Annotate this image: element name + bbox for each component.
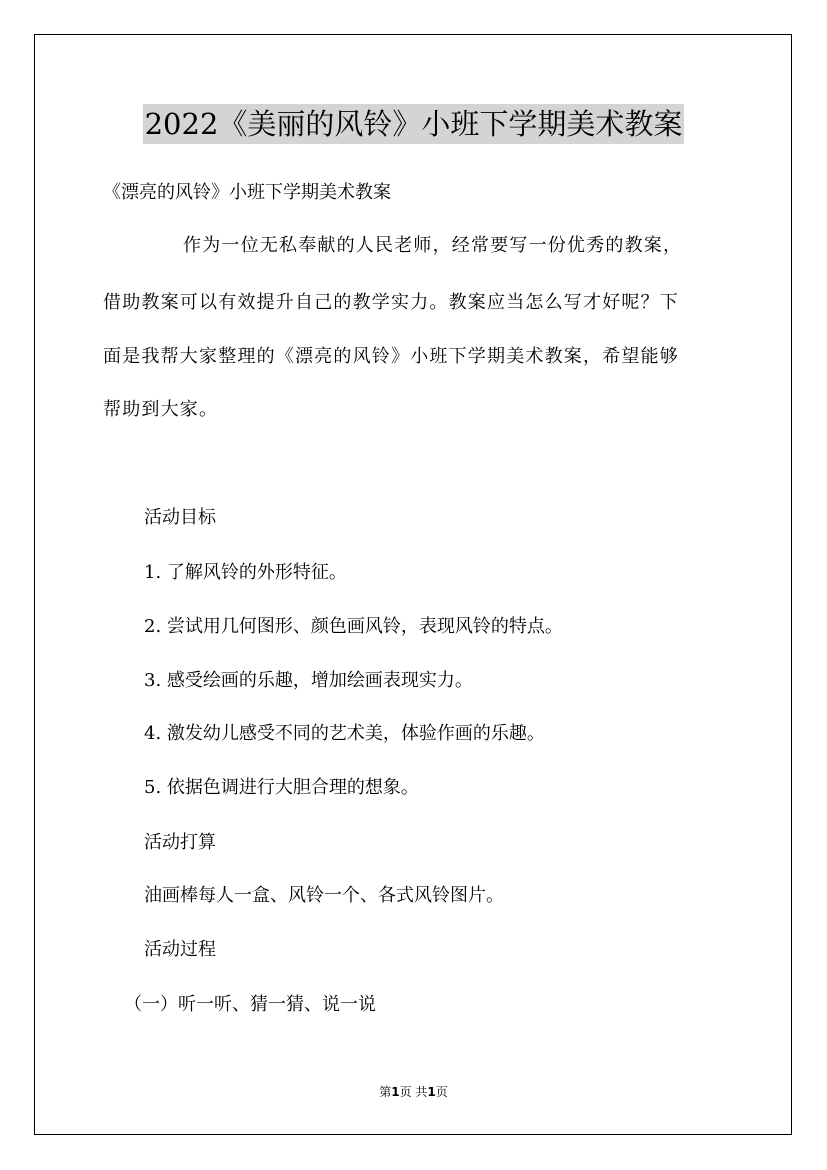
process-heading: 活动过程 [144, 939, 216, 960]
intro-line-3: 面是我帮大家整理的《漂亮的风铃》小班下学期美术教案，希望能够 [103, 346, 679, 367]
footer-prefix: 第 [379, 1085, 392, 1099]
footer-mid: 页 共 [399, 1085, 428, 1099]
footer-page-current: 1 [391, 1085, 400, 1099]
intro-line-2: 借助教案可以有效提升自己的教学实力。教案应当怎么写才好呢？下 [103, 292, 679, 313]
title-container [0, 104, 827, 144]
goal-item-5: 5. 依据色调进行大胆合理的想象。 [144, 777, 419, 798]
page-footer [0, 1084, 827, 1100]
footer-suffix: 页 [435, 1085, 448, 1099]
prep-heading: 活动打算 [144, 832, 216, 853]
document-subtitle: 《漂亮的风铃》小班下学期美术教案 [103, 182, 391, 203]
footer-page-total: 1 [427, 1085, 436, 1099]
intro-line-4: 帮助到大家。 [103, 399, 219, 420]
goal-item-1: 1. 了解风铃的外形特征。 [144, 562, 347, 583]
process-step-1: （一）听一听、猜一猜、说一说 [124, 994, 376, 1015]
document-title: 2022《美丽的风铃》小班下学期美术教案 [143, 104, 685, 144]
goal-item-4: 4. 激发幼儿感受不同的艺术美，体验作画的乐趣。 [144, 723, 545, 744]
goal-item-2: 2. 尝试用几何图形、颜色画风铃，表现风铃的特点。 [144, 616, 563, 637]
intro-line-1: 作为一位无私奉献的人民老师，经常要写一份优秀的教案， [183, 235, 683, 256]
goal-item-3: 3. 感受绘画的乐趣，增加绘画表现实力。 [144, 670, 473, 691]
goals-heading: 活动目标 [144, 507, 216, 528]
prep-text: 油画棒每人一盒、风铃一个、各式风铃图片。 [144, 885, 504, 906]
